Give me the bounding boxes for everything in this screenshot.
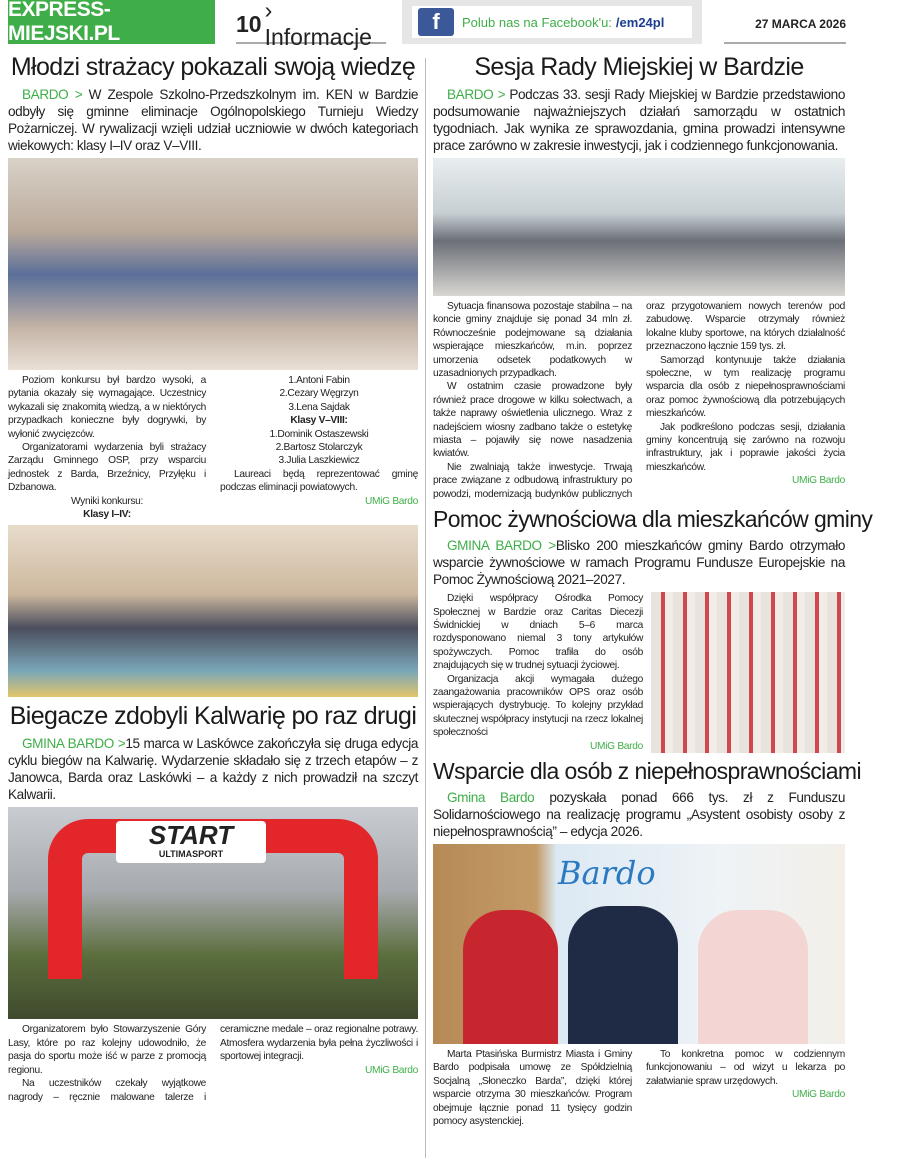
paragraph: Organizatorem było Stowarzyszenie Góry Lasy, które po raz kolejny udowodniło, że pasja do sportu może iść w parze z promocją regionu. (8, 1024, 206, 1076)
person (568, 906, 678, 1044)
location-tag: Gmina Bardo (447, 789, 535, 805)
article-source: UMiG Bardo (364, 495, 418, 507)
lead-text: 15 marca w Laskówce zakończyła się druga edycja cyklu biegów na Kalwarię. Wydarzenie składało się z trzech etapów – z Janowca, Barda oraz Laskówki – a każdy z nich prowadził na szczyt Kalwarii. (8, 736, 418, 803)
article-source: UMiG Bardo (791, 1089, 845, 1101)
paragraph: Laureaci będą reprezentować gminę podczas eliminacji powiatowych. (220, 468, 418, 494)
issue-date: 27 MARCA 2026 (724, 6, 846, 44)
result-item: 2.Bartosz Stolarczyk (275, 442, 363, 454)
photo-young-firefighters (8, 158, 418, 370)
left-column (8, 52, 418, 1104)
photo-food-packages (651, 592, 845, 753)
article-body (433, 1048, 845, 1128)
article-title: Wsparcie dla osób z niepełnosprawnościami (433, 757, 861, 784)
paragraph: Jak podkreślono podczas sesji, działania gminy koncentrują się zarówno na rozwoju infrastruktury, jak i poprawie jakości życia mieszkańców. (646, 421, 845, 473)
facebook-handle[interactable]: /em24pl (615, 14, 665, 30)
facebook-text: Polub nas na Facebook'u: (462, 14, 612, 30)
paragraph: Poziom konkursu był bardzo wysoki, a pytania okazały się wymagające. Uczestnicy wykazali się znakomitą wiedzą, a w niektórych przypadkach konieczne były dogrywki, by wyłonić zwycięzców. (8, 375, 206, 440)
article-source: UMiG Bardo (791, 475, 845, 487)
facebook-banner[interactable] (402, 0, 702, 44)
article-body (433, 300, 845, 501)
paragraph: To konkretna pomoc w codziennym funkcjonowaniu – od wizyt u lekarza po załatwianie spraw urzędowych. (646, 1048, 845, 1087)
article-body (8, 1023, 418, 1103)
result-item: 3.Lena Sajdak (288, 401, 350, 413)
column-divider (425, 58, 426, 1158)
lead-text: Podczas 33. sesji Rady Miejskiej w Bardzie przedstawiono podsumowanie najważniejszych działań samorządu w ostatnich tygodniach. Jak wynika ze sprawozdania, gmina prowadzi intensywne prace zarówno w zakresie inwestycji, jak i codziennego funkcjonowania. (433, 87, 845, 153)
paragraph: Nie zwalniają także inwestycje. Trwają prace związane z odbudową infrastruktury po powodzi, modernizacją budynków publicznych oraz przygotowaniem nowych terenów pod zabudowę. Wsparcie otrzymały również lokalne kluby sportowe, na których działalność przeznaczono łącznie 159 tys. zł. (433, 301, 845, 500)
result-item: 1.Dominik Ostaszewski (269, 428, 369, 440)
photo-council-session (433, 158, 845, 296)
article-lead (8, 735, 418, 803)
article-title: Sesja Rady Miejskiej w Bardzie (474, 53, 804, 81)
paragraph: Sytuacja finansowa pozostaje stabilna – na koncie gminy znajduje się ponad 34 mln zł. Równocześnie podejmowane są działania wspierające mieszkańców, m.in. poprzez umorzenia odsetek podatkowych w uzasadnionych przypadkach. (433, 301, 632, 380)
right-column (433, 52, 873, 1128)
article-lead (8, 86, 418, 154)
photo-second-group (8, 525, 418, 697)
article-lead (433, 86, 845, 154)
photo-agreement-signing (433, 844, 845, 1044)
results-heading: Wyniki konkursu: (70, 495, 144, 507)
result-item: 3.Julia Laszkiewicz (278, 455, 360, 467)
photo-runners-start-arch (8, 807, 418, 1019)
lead-text: Blisko 200 mieszkańców gminy Bardo otrzymało wsparcie żywnościowe w ramach Programu Fundusze Europejskie na Pomoc Żywnościową 2021–2027. (433, 538, 845, 588)
site-logo[interactable]: EXPRESS-MIEJSKI.PL (8, 0, 215, 44)
location-tag: BARDO > (447, 87, 506, 102)
article-body (433, 592, 643, 753)
banner-text: START (148, 820, 234, 851)
article-lead (433, 537, 845, 588)
location-tag: BARDO > (22, 87, 83, 102)
paragraph: W ostatnim czasie prowadzone były również prace drogowe w kilku sołectwach, a także naprawy oświetlenia ulicznego. Wraz z nadejściem wiosny zadbano także o estetykę miasta – pojawiły się nowe nasadzenia kwiatów. (433, 381, 632, 460)
page-number: 10 (236, 10, 262, 37)
person (463, 910, 558, 1044)
results-group: Klasy I–IV: (83, 509, 131, 521)
article-source: UMiG Bardo (589, 740, 643, 752)
paragraph: Organizacja akcji wymagała dużego zaangażowania pracowników OPS oraz osób wspierających dystrybucję. To kolejny przykład skutecznej współpracy instytucji na rzecz lokalnej społeczności (433, 673, 643, 739)
facebook-like-icon: f (418, 8, 454, 36)
lead-text: W Zespole Szkolno-Przedszkolnym im. KEN w Bardzie odbyły się gminne eliminacje Ogólnopolskiego Turnieju Wiedzy Pożarniczej. W rywalizacji wzięli udział uczniowie w dwóch kategoriach wiekowych: klasy I–IV oraz V–VIII. (8, 87, 418, 153)
article-body (8, 374, 418, 521)
article-title: Pomoc żywnościowa dla mieszkańców gminy (433, 506, 873, 533)
result-item: 1.Antoni Fabin (288, 375, 350, 386)
person (698, 910, 808, 1044)
article-title: Biegacze zdobyli Kalwarię po raz drugi (9, 702, 417, 731)
lead-text: pozyskała ponad 666 tys. zł z Funduszu Solidarnościowego na realizację programu „Asystent osobisty osoby z niepełnosprawnością” – edycja 2026. (433, 789, 845, 839)
section-name: › Informacje (264, 0, 372, 50)
results-group: Klasy V–VIII: (290, 415, 348, 427)
paragraph: Samorząd kontynuuje także działania społeczne, w tym realizację programu wsparcia dla osób z niepełnosprawnościami oraz pomoc żywnościową dla potrzebujących mieszkańców. (646, 354, 845, 420)
page-section-header (236, 0, 386, 50)
banner-subtext: ULTIMASPORT (158, 849, 224, 860)
location-tag: GMINA BARDO > (22, 736, 126, 752)
paragraph: Marta Ptasińska Burmistrz Miasta i Gminy Bardo podpisała umowę ze Spółdzielnią Socjalną „Słoneczko Barda”, dzięki której wsparcie otrzyma 30 mieszkańców. Program obejmuje łącznie ponad 11 tysięcy godzin pomocy asystenckiej. (433, 1048, 632, 1127)
article-lead (433, 789, 845, 840)
article-row (433, 592, 845, 753)
paragraph: Organizatorami wydarzenia byli strażacy Zarządu Gminnego OSP, przy wsparciu jednostek z Barda, Brzeźnicy, Przyłęku i Dzbanowa. (8, 442, 206, 494)
start-banner (116, 821, 266, 863)
article-title: Młodzi strażacy pokazali swoją wiedzę (10, 53, 416, 81)
paragraph: Dzięki współpracy Ośrodka Pomocy Społecznej w Bardzie oraz Caritas Diecezji Świdnickiej w dniach 5–6 marca rozdysponowano niemal 3 tony artykułów spożywczych. Pomoc trafiła do osób znajdujących się w trudnej sytuacji życiowej. (433, 593, 643, 672)
location-tag: GMINA BARDO > (447, 538, 556, 554)
result-item: 2.Cezary Węgrzyn (279, 388, 359, 400)
paragraph: Na uczestników czekały wyjątkowe nagrody – ręcznie malowane talerze i ceramiczne medale – oraz regionalne potrawy. Atmosfera wydarzenia była pełna życzliwości i sportowej integracji. (8, 1024, 418, 1103)
article-source: UMiG Bardo (364, 1064, 418, 1076)
bardo-sign-logo: Bardo (558, 853, 656, 892)
